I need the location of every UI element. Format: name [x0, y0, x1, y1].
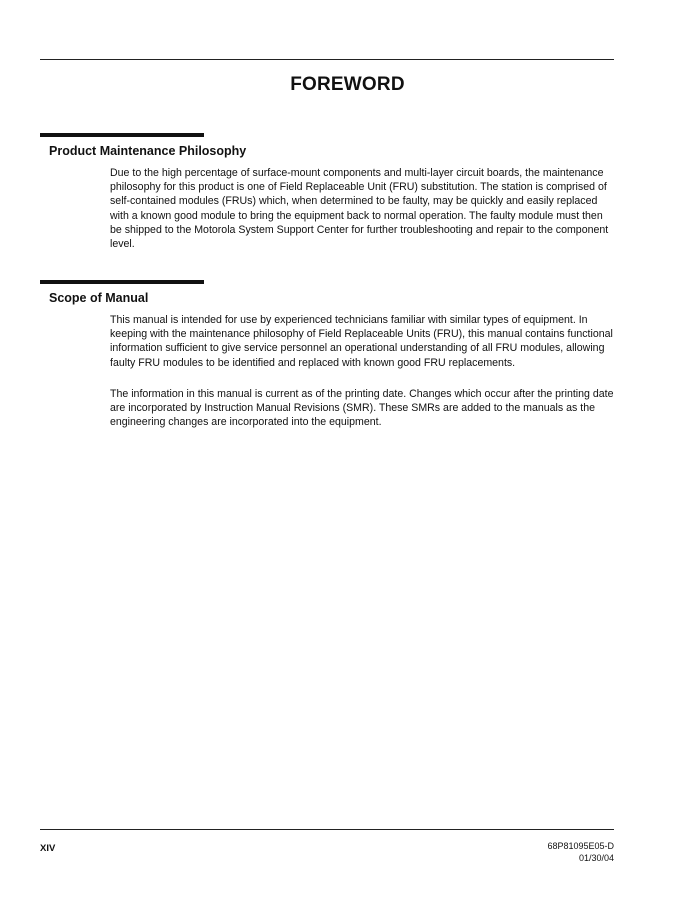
paragraph-scope-2: The information in this manual is current as of the printing date. Changes which occur after the printing date are incorporated by Instruction Manual Revisions (SMR). These SMRs are added to the manuals as the engineering changes are incorporated into the equipment. — [110, 388, 614, 429]
section-heading-maintenance: Product Maintenance Philosophy — [49, 144, 247, 158]
paragraph-scope-1: This manual is intended for use by experienced technicians familiar with similar types of equipment. In keeping with the maintenance philosophy of Field Replaceable Units (FRU), this manual contains functional information sufficient to give service personnel an operational understanding of all FRU modules, allowing faulty FRU modules to be identified and replaced with known good FRU replacements. — [110, 314, 613, 369]
header-rule — [40, 59, 614, 60]
footer-doc-info — [547, 841, 614, 864]
page-title: FOREWORD — [290, 74, 405, 95]
doc-number: 68P81095E05-D — [547, 841, 614, 851]
section-bar-maintenance — [40, 133, 204, 137]
footer-rule — [40, 829, 614, 830]
doc-date: 01/30/04 — [578, 852, 614, 863]
section-heading-scope: Scope of Manual — [49, 291, 149, 305]
paragraph-maintenance: Due to the high percentage of surface-mount components and multi-layer circuit boards, the maintenance philosophy for this product is one of Field Replaceable Unit (FRU) substitution. The station is comprised of self-contained modules (FRUs) which, when determined to be faulty, may be quickly and easily replaced with a known good module to bring the equipment back to normal operation. The faulty module must then be shipped to the Motorola System Support Center for further troubleshooting and repair to the component level. — [110, 167, 609, 251]
section-bar-scope — [40, 280, 204, 284]
page-number: XIV — [40, 843, 56, 854]
